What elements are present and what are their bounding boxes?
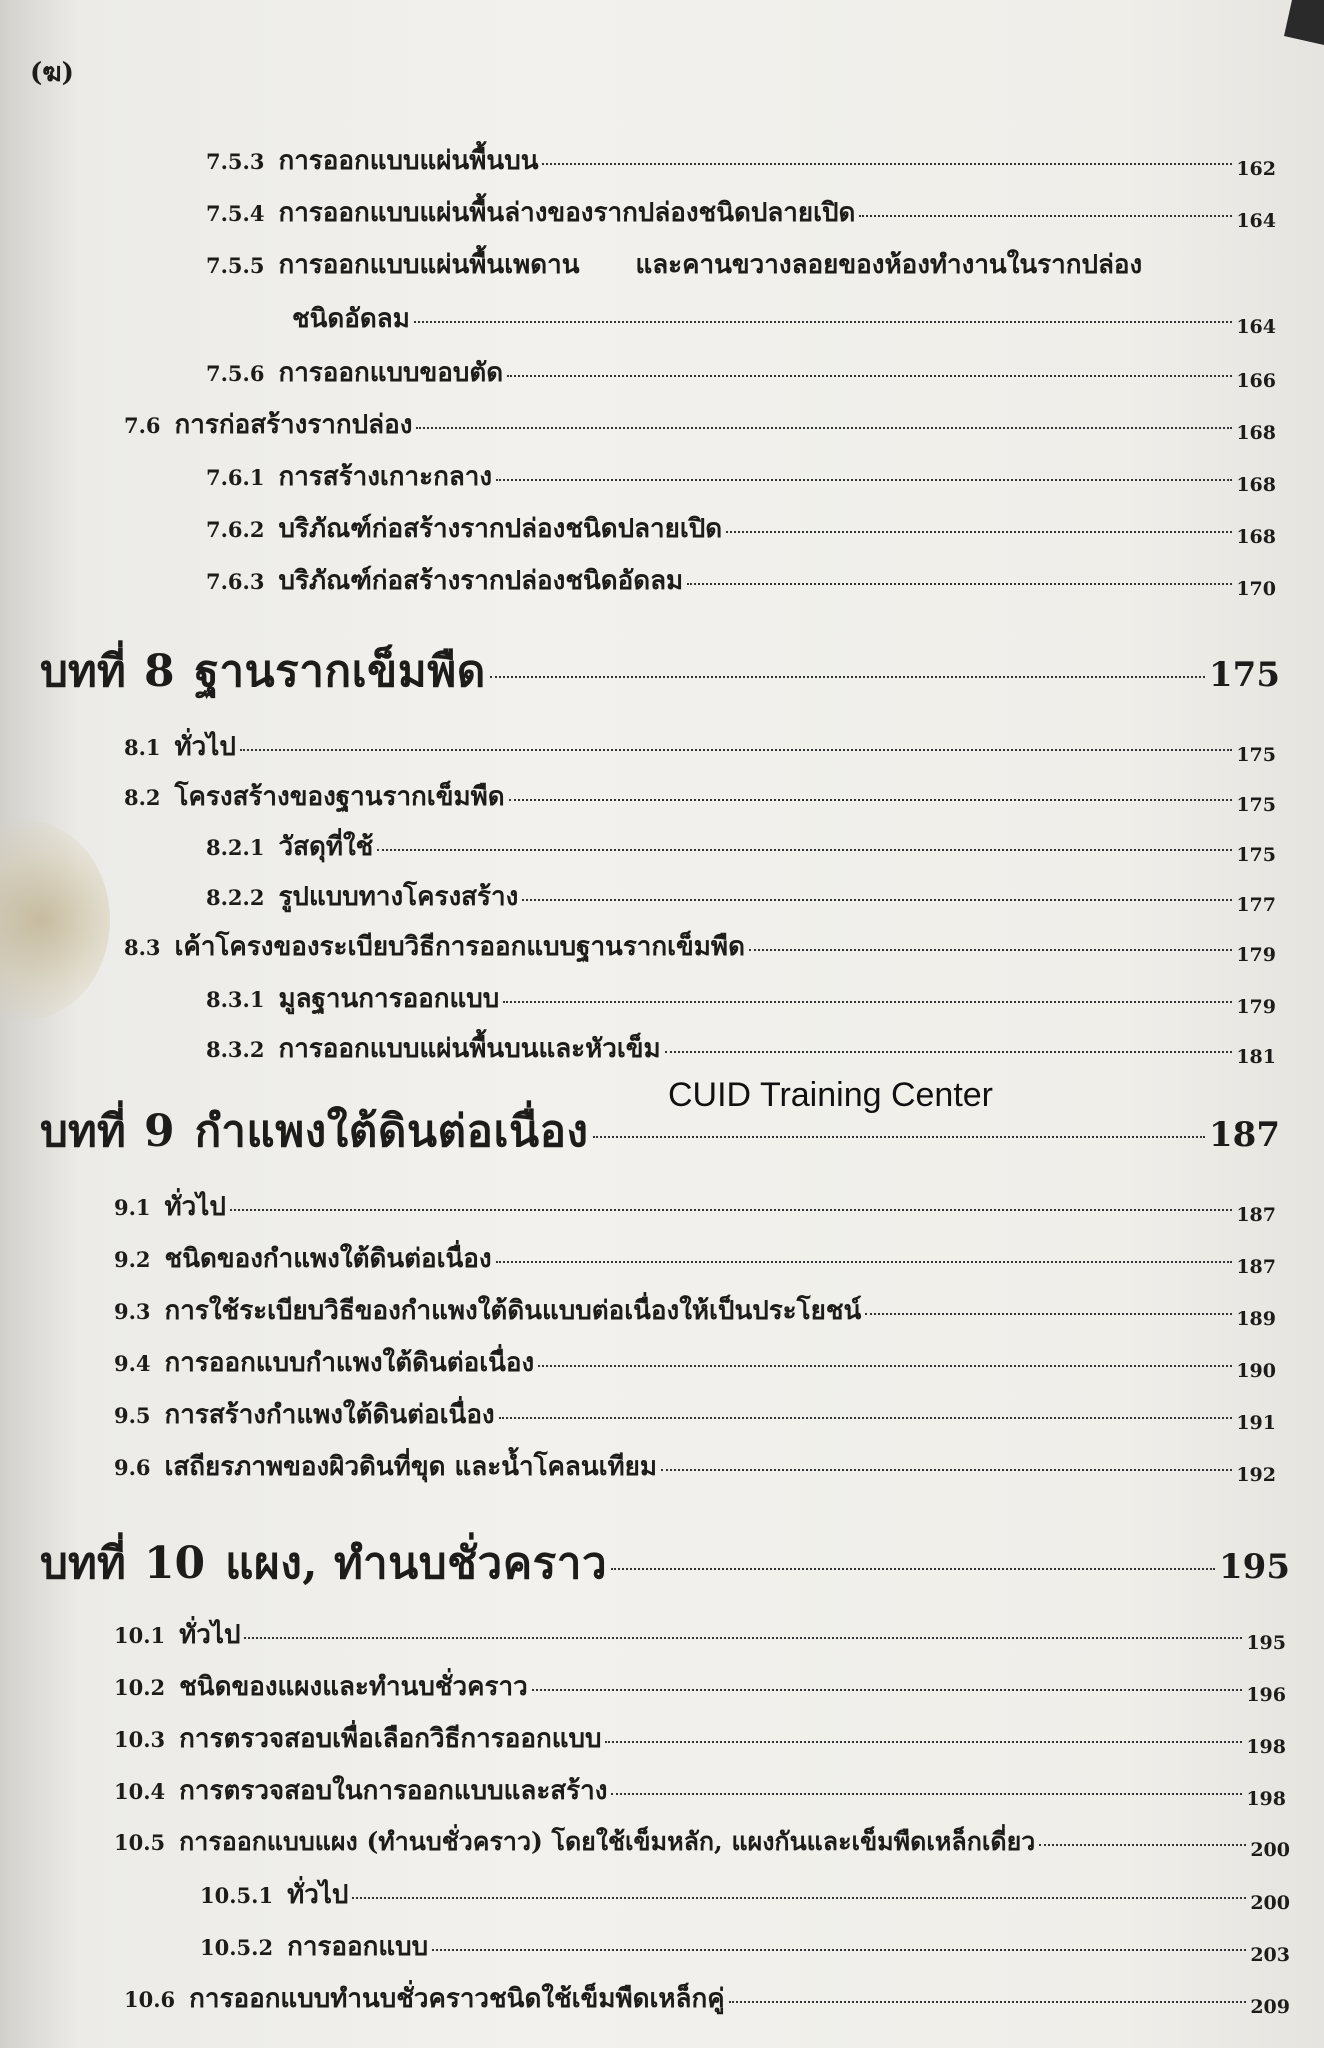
dot-leader <box>499 1417 1233 1419</box>
toc-entry[interactable] <box>124 404 1276 445</box>
dot-leader <box>749 949 1232 951</box>
entry-page: 200 <box>1250 1892 1290 1914</box>
toc-entry[interactable] <box>114 1342 1276 1383</box>
entry-page: 175 <box>1236 794 1276 816</box>
entry-page: 179 <box>1236 944 1276 966</box>
entry-number: 7.5.4 <box>206 201 265 226</box>
entry-title: เสถียรภาพของผิวดินที่ขุด และน้ำโคลนเทียม <box>164 1452 658 1482</box>
entry-title: ทั่วไป <box>164 1192 226 1222</box>
dot-leader <box>244 1637 1242 1639</box>
toc-entry[interactable] <box>114 1186 1276 1227</box>
entry-title: วัสดุที่ใช้ <box>278 832 374 862</box>
entry-number: 9.3 <box>114 1299 151 1324</box>
chapter-word: บทที่ <box>40 646 126 697</box>
entry-number: 8.3.2 <box>206 1037 265 1062</box>
entry-number: 8.2 <box>124 785 161 810</box>
chapter-word: บทที่ <box>40 1538 126 1589</box>
entry-number: 9.1 <box>114 1195 151 1220</box>
entry-page: 162 <box>1236 158 1276 180</box>
entry-title: ชนิดของกำแพงใต้ดินต่อเนื่อง <box>164 1244 492 1274</box>
entry-title: การออกแบบขอบตัด <box>278 358 504 388</box>
entry-page: 168 <box>1236 422 1276 444</box>
toc-entry[interactable] <box>206 508 1276 549</box>
entry-page: 198 <box>1246 1788 1286 1810</box>
entry-title: การใช้ระเบียบวิธีของกำแพงใต้ดินแบบต่อเนื่องให้เป็นประโยชน์ <box>164 1296 862 1326</box>
dot-leader <box>490 676 1205 678</box>
toc-entry[interactable] <box>206 978 1276 1019</box>
entry-title: เค้าโครงของระเบียบวิธีการออกแบบฐานรากเข็มพืด <box>174 932 745 962</box>
page-corner-shadow <box>1284 0 1324 45</box>
dot-leader <box>859 215 1232 217</box>
toc-entry[interactable] <box>206 192 1276 233</box>
dot-leader <box>865 1313 1232 1315</box>
dot-leader <box>240 749 1232 751</box>
chapter-number: 8 <box>143 646 175 697</box>
toc-entry[interactable] <box>114 1290 1276 1331</box>
entry-title: การออกแบบแผง (ทำนบชั่วคราว) โดยใช้เข็มหลัก, แผงกันและเข็มพืดเหล็กเดี่ยว <box>179 1827 1036 1856</box>
entry-number: 10.5 <box>114 1830 166 1855</box>
toc-entry[interactable] <box>124 926 1276 967</box>
chapter-number: 10 <box>143 1538 206 1589</box>
dot-leader <box>509 799 1233 801</box>
entry-number: 9.4 <box>114 1351 151 1376</box>
toc-entry[interactable] <box>206 140 1276 181</box>
entry-title: โครงสร้างของฐานรากเข็มพืด <box>174 782 505 812</box>
dot-leader <box>352 1897 1246 1899</box>
entry-title: การออกแบบแผ่นพื้นบนและหัวเข็ม <box>278 1034 661 1064</box>
entry-number: 10.5.1 <box>200 1883 274 1908</box>
entry-number: 7.6.2 <box>206 517 265 542</box>
dot-leader <box>496 479 1232 481</box>
toc-entry[interactable] <box>114 1238 1276 1279</box>
entry-number: 10.1 <box>114 1623 166 1648</box>
entry-title: การออกแบบแผ่นพื้นล่างของรากปล่องชนิดปลายเปิด <box>278 198 856 228</box>
entry-title: การสร้างเกาะกลาง <box>278 462 493 492</box>
toc-entry-continuation[interactable] <box>292 298 1276 339</box>
toc-entry[interactable] <box>206 352 1276 393</box>
dot-leader <box>611 1568 1215 1570</box>
entry-page: 192 <box>1236 1464 1276 1486</box>
entry-page: 168 <box>1236 474 1276 496</box>
entry-title: บริภัณฑ์ก่อสร้างรากปล่องชนิดอัดลม <box>278 566 684 596</box>
entry-title-continued: ชนิดอัดลม <box>292 304 410 334</box>
toc-entry[interactable] <box>114 1394 1276 1435</box>
dot-leader <box>507 375 1232 377</box>
dot-leader <box>377 849 1232 851</box>
entry-number: 9.5 <box>114 1403 151 1428</box>
toc-entry[interactable] <box>206 456 1276 497</box>
dot-leader <box>414 321 1232 323</box>
toc-entry[interactable] <box>114 1718 1286 1759</box>
entry-page: 200 <box>1250 1839 1290 1861</box>
entry-page: 164 <box>1236 316 1276 338</box>
entry-title: ทั่วไป <box>179 1620 241 1650</box>
dot-leader <box>432 1949 1246 1951</box>
dot-leader <box>611 1793 1242 1795</box>
dot-leader <box>729 2001 1247 2003</box>
entry-page: 198 <box>1246 1736 1286 1758</box>
entry-page: 190 <box>1236 1360 1276 1382</box>
entry-title-continued: และคานขวางลอยของห้องทำงานในรากปล่อง <box>635 250 1143 280</box>
toc-entry[interactable] <box>124 726 1276 767</box>
dot-leader <box>503 1001 1232 1003</box>
chapter-page: 175 <box>1209 655 1280 695</box>
entry-number: 7.5.5 <box>206 253 265 278</box>
chapter-heading[interactable] <box>40 1528 1290 1598</box>
toc-entry[interactable] <box>114 1770 1286 1811</box>
chapter-page: 187 <box>1209 1115 1280 1155</box>
dot-leader <box>416 427 1232 429</box>
chapter-title: กำแพงใต้ดินต่อเนื่อง <box>194 1106 589 1157</box>
entry-number: 10.2 <box>114 1675 166 1700</box>
entry-page: 168 <box>1236 526 1276 548</box>
entry-number: 8.1 <box>124 735 161 760</box>
toc-entry[interactable] <box>206 1028 1276 1069</box>
dot-leader <box>726 531 1232 533</box>
entry-page: 187 <box>1236 1204 1276 1226</box>
toc-entry[interactable] <box>206 244 1142 285</box>
dot-leader <box>665 1051 1233 1053</box>
entry-page: 175 <box>1236 744 1276 766</box>
chapter-word: บทที่ <box>40 1106 126 1157</box>
entry-page: 179 <box>1236 996 1276 1018</box>
entry-title: มูลฐานการออกแบบ <box>278 984 500 1014</box>
entry-page: 175 <box>1236 844 1276 866</box>
entry-page: 191 <box>1236 1412 1276 1434</box>
entry-title: ทั่วไป <box>174 732 236 762</box>
entry-title: การตรวจสอบเพื่อเลือกวิธีการออกแบบ <box>179 1724 602 1754</box>
toc-entry[interactable] <box>200 1874 1290 1915</box>
entry-title: ชนิดของแผงและทำนบชั่วคราว <box>179 1672 528 1702</box>
entry-number: 10.5.2 <box>200 1935 274 1960</box>
dot-leader <box>542 163 1232 165</box>
entry-number: 8.3 <box>124 935 161 960</box>
dot-leader <box>496 1261 1233 1263</box>
toc-entry[interactable] <box>114 1614 1286 1655</box>
chapter-heading[interactable] <box>40 636 1280 706</box>
entry-number: 7.6.1 <box>206 465 265 490</box>
dot-leader <box>230 1209 1232 1211</box>
toc-entry[interactable] <box>206 876 1276 917</box>
chapter-title: ฐานรากเข็มพืด <box>194 646 486 697</box>
entry-title: การตรวจสอบในการออกแบบและสร้าง <box>179 1776 608 1806</box>
dot-leader <box>1039 1844 1246 1846</box>
entry-number: 9.6 <box>114 1455 151 1480</box>
entry-title: การออกแบบทำนบชั่วคราวชนิดใช้เข็มพืดเหล็กคู่ <box>189 1984 725 2014</box>
toc-entry[interactable] <box>114 1446 1276 1487</box>
entry-title: การออกแบบแผ่นพื้นเพดาน <box>278 250 580 280</box>
dot-leader <box>538 1365 1232 1367</box>
chapter-page: 195 <box>1219 1547 1290 1587</box>
entry-number: 7.5.6 <box>206 361 265 386</box>
chapter-number: 9 <box>143 1106 175 1157</box>
watermark-text: CUID Training Center <box>668 1076 994 1114</box>
dot-leader <box>605 1741 1242 1743</box>
entry-page: 181 <box>1236 1046 1276 1068</box>
toc-entry[interactable] <box>206 826 1276 867</box>
entry-page: 170 <box>1236 578 1276 600</box>
entry-title: การก่อสร้างรากปล่อง <box>174 410 413 440</box>
dot-leader <box>593 1136 1206 1138</box>
entry-number: 7.5.3 <box>206 149 265 174</box>
entry-title: การออกแบบกำแพงใต้ดินต่อเนื่อง <box>164 1348 535 1378</box>
entry-page: 209 <box>1250 1996 1290 2018</box>
page-number-mark: (ฆ) <box>30 58 74 88</box>
entry-page: 164 <box>1236 210 1276 232</box>
entry-number: 7.6 <box>124 413 161 438</box>
toc-entry[interactable] <box>200 1926 1290 1967</box>
entry-number: 8.2.1 <box>206 835 265 860</box>
entry-number: 10.4 <box>114 1779 166 1804</box>
entry-page: 189 <box>1236 1308 1276 1330</box>
toc-entry[interactable] <box>206 560 1276 601</box>
paper-stain <box>0 820 110 1020</box>
toc-entry[interactable] <box>124 1978 1290 2019</box>
entry-title: บริภัณฑ์ก่อสร้างรากปล่องชนิดปลายเปิด <box>278 514 723 544</box>
entry-page: 195 <box>1246 1632 1286 1654</box>
chapter-heading[interactable] <box>40 1096 1280 1166</box>
dot-leader <box>522 899 1232 901</box>
entry-page: 177 <box>1236 894 1276 916</box>
entry-title: การสร้างกำแพงใต้ดินต่อเนื่อง <box>164 1400 495 1430</box>
entry-page: 196 <box>1246 1684 1286 1706</box>
entry-title: รูปแบบทางโครงสร้าง <box>278 882 519 912</box>
toc-entry[interactable] <box>114 1822 1290 1862</box>
entry-number: 9.2 <box>114 1247 151 1272</box>
entry-page: 203 <box>1250 1944 1290 1966</box>
entry-title: การออกแบบ <box>287 1932 429 1962</box>
toc-entry[interactable] <box>114 1666 1286 1707</box>
entry-number: 7.6.3 <box>206 569 265 594</box>
entry-number: 8.2.2 <box>206 885 265 910</box>
toc-entry[interactable] <box>124 776 1276 817</box>
entry-title: ทั่วไป <box>287 1880 349 1910</box>
entry-number: 10.3 <box>114 1727 166 1752</box>
entry-title: การออกแบบแผ่นพื้นบน <box>278 146 539 176</box>
entry-number: 8.3.1 <box>206 987 265 1012</box>
chapter-title: แผง, ทำนบชั่วคราว <box>225 1538 608 1589</box>
dot-leader <box>661 1469 1232 1471</box>
entry-number: 10.6 <box>124 1987 176 2012</box>
dot-leader <box>532 1689 1243 1691</box>
dot-leader <box>687 583 1232 585</box>
entry-page: 187 <box>1236 1256 1276 1278</box>
entry-page: 166 <box>1236 370 1276 392</box>
